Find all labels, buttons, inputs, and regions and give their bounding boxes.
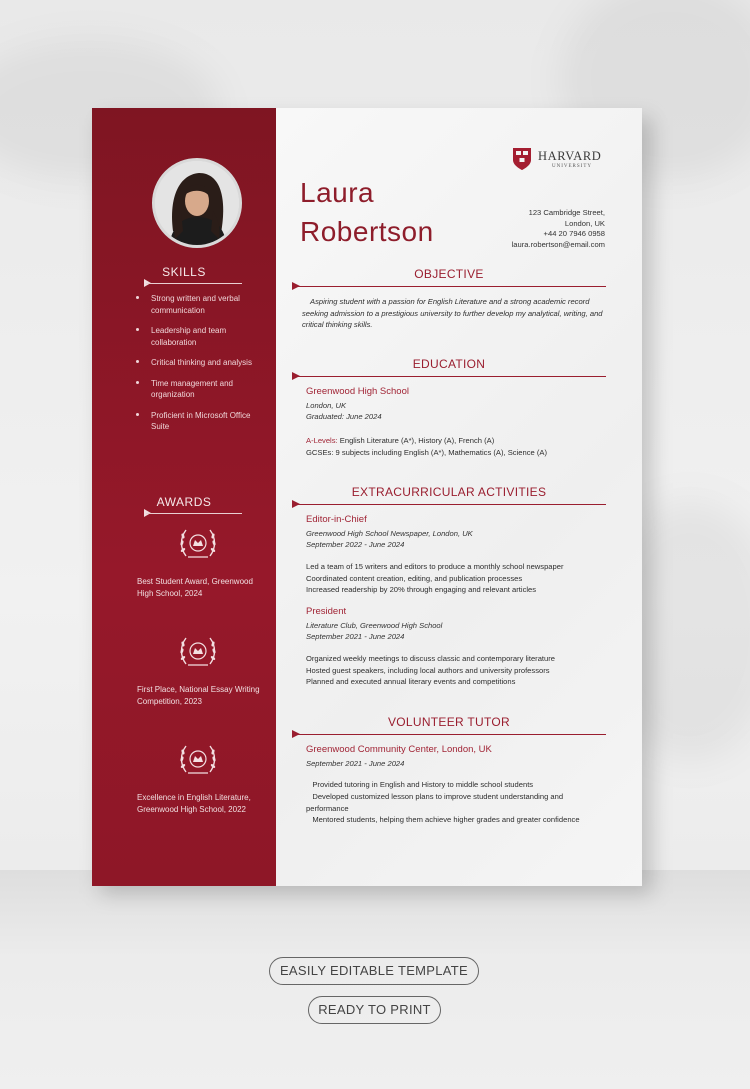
- role-line: Increased readership by 20% through engaging and relevant articles: [306, 585, 537, 594]
- bullet-icon: [136, 328, 139, 331]
- role-line: Organized weekly meetings to discuss classic and contemporary literature: [306, 654, 556, 663]
- role-dates: September 2022 - June 2024: [306, 540, 405, 549]
- role-line: Led a team of 15 writers and editors to produce a monthly school newspaper: [306, 562, 564, 571]
- volunteer-heading: VOLUNTEER TUTOR: [387, 715, 511, 729]
- award-text: Excellence in English Literature, Greenwood High School, 2022: [137, 793, 251, 814]
- list-item: [136, 410, 256, 433]
- phone: +44 20 7946 0958: [543, 229, 605, 238]
- divider: [298, 376, 606, 377]
- bullet-icon: [136, 381, 139, 384]
- bullet-icon: [136, 296, 139, 299]
- volunteer-line-text: Developed customized lesson plans to improve student understanding and performance: [306, 792, 564, 813]
- volunteer-line: [306, 791, 606, 814]
- resume-name: [300, 173, 434, 251]
- skill-text: Critical thinking and analysis: [151, 358, 252, 367]
- divider: [298, 286, 606, 287]
- volunteer-line-text: Mentored students, helping them achieve higher grades and greater confidence: [312, 815, 580, 824]
- skill-text: Proficient in Microsoft Office Suite: [151, 410, 251, 431]
- role-line: Coordinated content creation, editing, and publication processes: [306, 574, 523, 583]
- address-line: London, UK: [564, 218, 605, 228]
- role-line: Planned and executed annual literary events and competitions: [306, 677, 516, 686]
- education-heading: EDUCATION: [412, 357, 486, 371]
- role-title: President: [306, 606, 347, 617]
- objective-heading: OBJECTIVE: [414, 267, 484, 281]
- volunteer-line: [306, 779, 606, 791]
- list-item: [136, 325, 256, 348]
- alevels-value: English Literature (A*), History (A), French (A): [339, 436, 495, 445]
- skill-text: Time management and organization: [151, 378, 233, 399]
- editable-template-badge: EASILY EDITABLE TEMPLATE: [269, 957, 479, 985]
- email: laura.robertson@email.com: [511, 239, 605, 249]
- resume-main: [276, 108, 642, 886]
- resume-sidebar: [92, 108, 276, 886]
- laurel-icon: [176, 524, 220, 564]
- extracurricular-heading: EXTRACURRICULAR ACTIVITIES: [351, 485, 547, 499]
- laurel-icon: [176, 632, 220, 672]
- alevels-label: A-Levels:: [306, 436, 338, 445]
- logo-wordmark: HARVARD: [538, 149, 602, 163]
- role-org: Greenwood High School Newspaper, London, UK: [306, 529, 473, 538]
- volunteer-org: Greenwood Community Center, London, UK: [306, 744, 492, 755]
- last-name: Robertson: [300, 216, 434, 247]
- role-line: Hosted guest speakers, including local authors and university professors: [306, 666, 550, 675]
- award-text: First Place, National Essay Writing Competition, 2023: [137, 685, 260, 706]
- bullet-icon: [136, 360, 139, 363]
- divider: [298, 734, 606, 735]
- role-org: Literature Club, Greenwood High School: [306, 621, 443, 630]
- list-item: [136, 357, 256, 369]
- divider: [146, 283, 242, 284]
- divider: [146, 513, 242, 514]
- award-text: Best Student Award, Greenwood High School, 2024: [137, 577, 253, 598]
- list-item: [136, 293, 256, 316]
- alevels-line: [306, 435, 606, 447]
- volunteer-line-text: Provided tutoring in English and History to middle school students: [312, 780, 534, 789]
- list-item: [136, 378, 256, 401]
- graduation-date: Graduated: June 2024: [306, 412, 382, 421]
- school-name: Greenwood High School: [306, 386, 409, 397]
- shield-icon: [512, 147, 532, 171]
- resume-sheet: [92, 108, 642, 886]
- profile-photo: [152, 158, 242, 248]
- contact-block: [512, 208, 605, 250]
- gcses-line: GCSEs: 9 subjects including English (A*), Mathematics (A), Science (A): [306, 448, 547, 457]
- skills-list: [136, 293, 256, 442]
- school-location: London, UK: [306, 401, 347, 410]
- first-name: Laura: [300, 177, 375, 208]
- awards-heading: AWARDS: [156, 495, 212, 509]
- skill-text: Leadership and team collaboration: [151, 326, 227, 347]
- role-dates: September 2021 - June 2024: [306, 632, 405, 641]
- role-title: Editor-in-Chief: [306, 514, 367, 525]
- address-line: 123 Cambridge Street,: [528, 208, 605, 217]
- ready-to-print-badge: READY TO PRINT: [308, 996, 441, 1024]
- skill-text: Strong written and verbal communication: [151, 294, 240, 315]
- skills-heading: SKILLS: [162, 265, 206, 279]
- volunteer-line: [306, 814, 606, 826]
- bullet-icon: [136, 413, 139, 416]
- objective-text: Aspiring student with a passion for English Literature and a strong academic record seeking admission to a prestigious university to further develop my analytical, writing, and critical thinking skills.: [302, 297, 603, 329]
- logo-subtitle: UNIVERSITY: [552, 164, 592, 169]
- volunteer-dates: September 2021 - June 2024: [306, 759, 405, 768]
- divider: [298, 504, 606, 505]
- portrait-icon: [155, 161, 239, 245]
- laurel-icon: [176, 740, 220, 780]
